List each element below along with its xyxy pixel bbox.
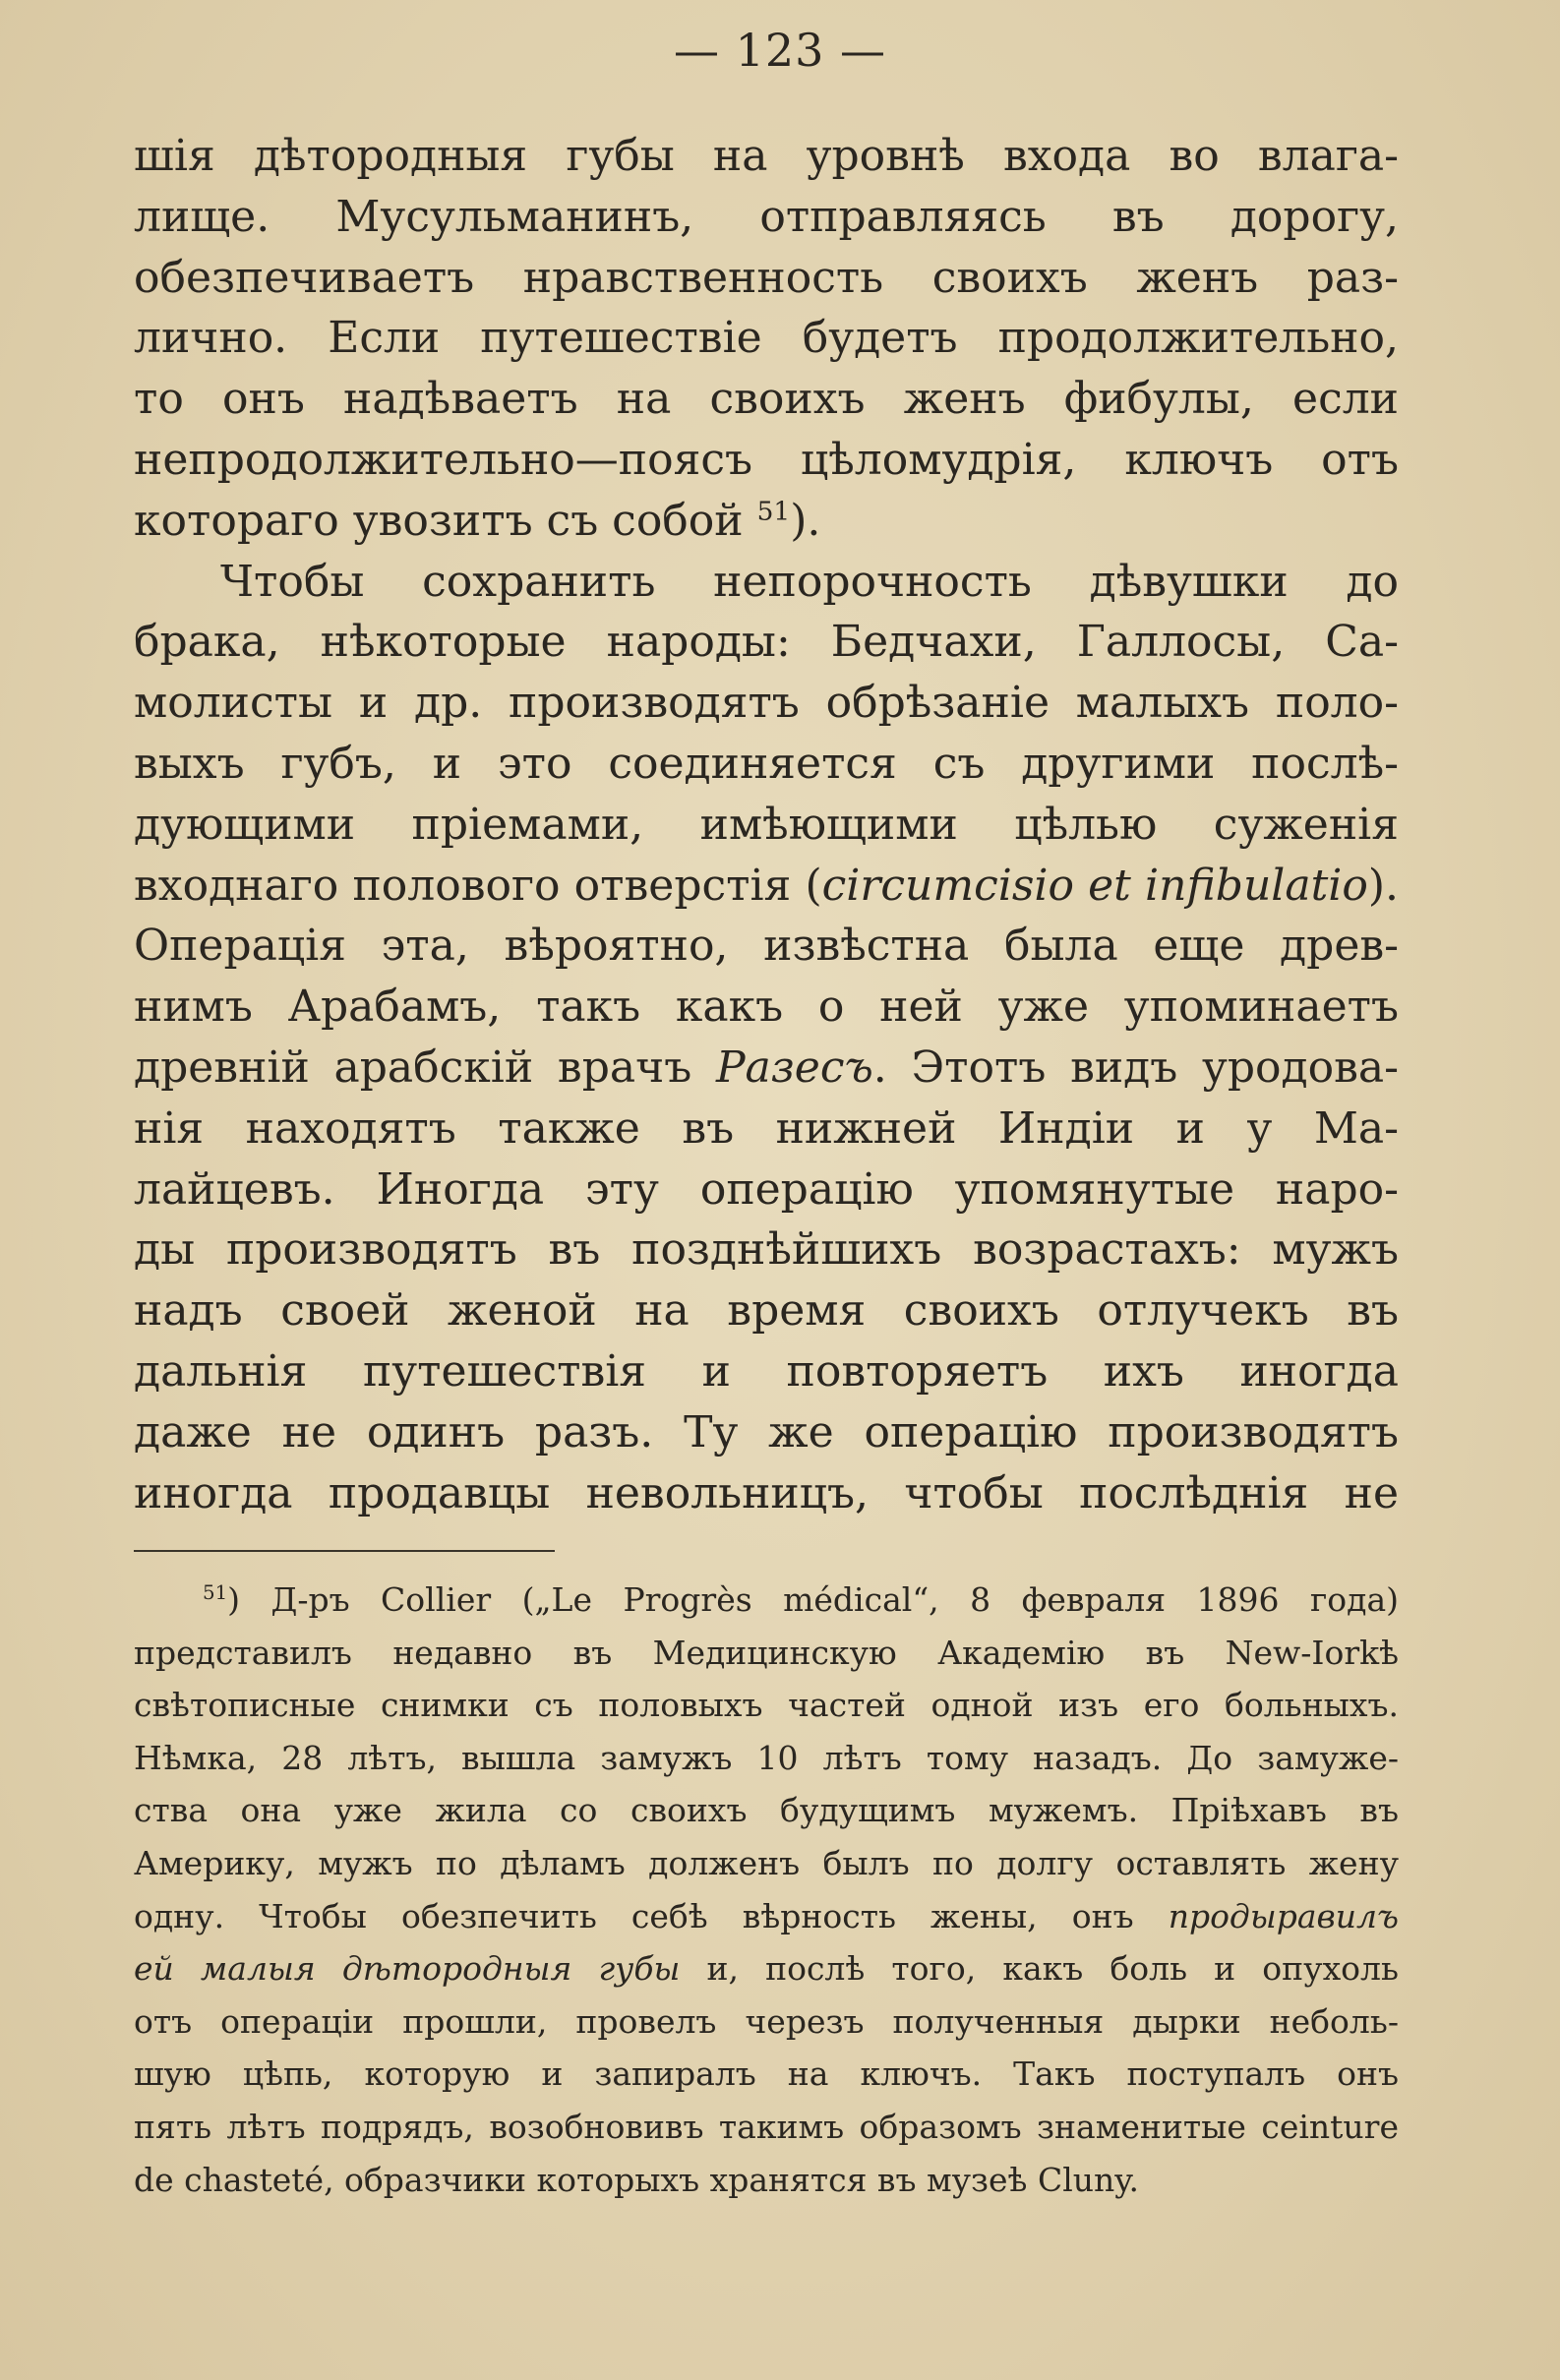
text-line: то онъ надѣваетъ на своихъ женъ фибулы, если — [134, 374, 1399, 425]
text-span: древній арабскій врачъ — [134, 1041, 716, 1093]
footnote-ref: 51 — [756, 496, 791, 527]
text-line: лище. Мусульманинъ, отправляясь въ дорогу, — [134, 191, 1399, 242]
footnote-line: отъ операціи прошли, провелъ черезъ полученныя дырки неболь- — [134, 2001, 1399, 2041]
footnote-line: свѣтописные снимки съ половыхъ частей одной изъ его больныхъ. — [134, 1686, 1399, 1725]
text-line: нимъ Арабамъ, такъ какъ о ней уже упоминаетъ — [134, 982, 1399, 1033]
text-line: обезпечиваетъ нравственность своихъ женъ раз- — [134, 252, 1399, 303]
latin-term: circumcisio et infibulatio — [821, 860, 1368, 911]
text-line: Операція эта, вѣроятно, извѣстна была еще древ- — [134, 921, 1399, 972]
footnote-line: ства она уже жила со своихъ будущимъ мужемъ. Пріѣхавъ въ — [134, 1791, 1399, 1830]
text-span: ). — [790, 495, 821, 546]
footnote-line: Америку, мужъ по дѣламъ долженъ былъ по долгу оставлять жену — [134, 1843, 1399, 1882]
text-line: иногда продавцы невольницъ, чтобы послѣднія не — [134, 1467, 1399, 1518]
text-span: одну. Чтобы обезпечить себѣ вѣрность жены, онъ — [134, 1896, 1169, 1935]
footnote-divider — [134, 1550, 555, 1552]
text-span: и, послѣ того, какъ боль и опухоль — [680, 1949, 1399, 1989]
italic-text: продыравилъ — [1168, 1896, 1399, 1935]
text-line: брака, нѣкоторые народы: Бедчахи, Галлосы, Са- — [134, 617, 1399, 668]
text-line: надъ своей женой на время своихъ отлучекъ въ — [134, 1285, 1399, 1337]
footnote-line — [134, 1942, 1399, 1995]
text-line — [134, 1038, 1399, 1099]
text-line: дальнія путешествія и повторяетъ ихъ иногда — [134, 1345, 1399, 1397]
text-line: непродолжительно—поясъ цѣломудрія, ключъ отъ — [134, 434, 1399, 485]
footnote-line: представилъ недавно въ Медицинскую Академію въ New-Iorkѣ — [134, 1633, 1399, 1672]
text-span: ) Д-ръ Collier („Le Progrès médical“, 8 февраля 1896 года) — [227, 1580, 1399, 1619]
text-line: даже не одинъ разъ. Ту же операцію производятъ — [134, 1406, 1399, 1458]
footnote — [134, 1574, 1399, 2206]
footnote-number: 51 — [203, 1581, 228, 1604]
italic-text: ей малыя дѣтородныя губы — [134, 1949, 681, 1989]
footnote-line: шую цѣпь, которую и запиралъ на ключъ. Такъ поступалъ онъ — [134, 2054, 1399, 2094]
text-line: дующими пріемами, имѣющими цѣлью суженія — [134, 799, 1399, 850]
text-line: нія находятъ также въ нижней Индіи и у Ма- — [134, 1102, 1399, 1154]
footnote-line — [134, 1890, 1399, 1943]
text-span: котораго увозитъ съ собой — [134, 495, 757, 546]
text-span: ). — [1367, 860, 1399, 911]
text-line: лично. Если путешествіе будетъ продолжительно, — [134, 313, 1399, 364]
page-number: — 123 — — [673, 24, 887, 77]
text-line: ды производятъ въ позднѣйшихъ возрастахъ: мужъ — [134, 1224, 1399, 1276]
text-line: молисты и др. производятъ обрѣзаніе малыхъ поло- — [134, 678, 1399, 729]
text-line — [134, 491, 1399, 552]
main-text — [134, 126, 1399, 1523]
text-span: . Этотъ видъ уродова- — [872, 1041, 1399, 1093]
italic-name: Разесъ — [715, 1041, 873, 1093]
footnote-line — [134, 1574, 1399, 1627]
footnote-line: Нѣмка, 28 лѣтъ, вышла замужъ 10 лѣтъ тому назадъ. До замуже- — [134, 1738, 1399, 1777]
text-line — [134, 856, 1399, 917]
text-line: Чтобы сохранить непорочность дѣвушки до — [220, 556, 1399, 607]
text-span: входнаго полового отверстія ( — [134, 860, 822, 911]
text-line: выхъ губъ, и это соединяется съ другими послѣ- — [134, 738, 1399, 789]
text-line: шія дѣтородныя губы на уровнѣ входа во влага- — [134, 131, 1399, 181]
footnote-line: пять лѣтъ подрядъ, возобновивъ такимъ образомъ знаменитые ceinture — [134, 2107, 1399, 2146]
text-line: лайцевъ. Иногда эту операцію упомянутые наро- — [134, 1163, 1399, 1215]
footnote-line: de chasteté, образчики которыхъ хранятся въ музеѣ Cluny. — [134, 2160, 1140, 2199]
